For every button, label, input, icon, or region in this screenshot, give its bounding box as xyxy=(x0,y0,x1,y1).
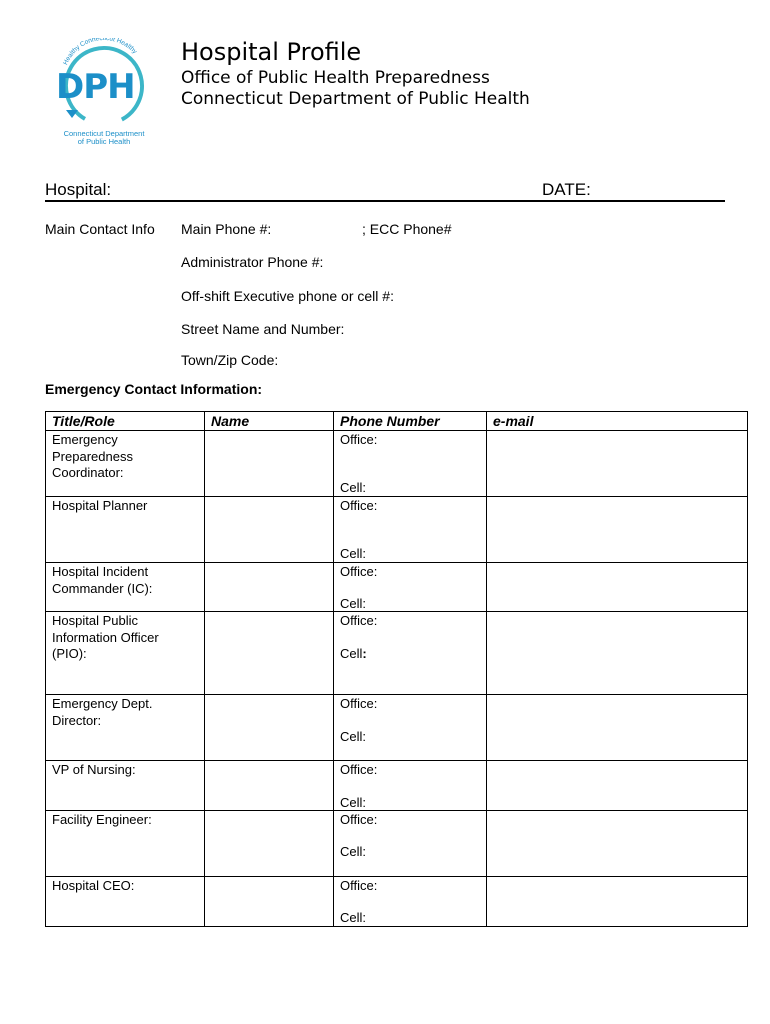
phone-cell[interactable] xyxy=(334,877,487,927)
logo-caption-line2: of Public Health xyxy=(77,137,131,146)
table-row xyxy=(46,811,748,877)
role-text: Commander (IC): xyxy=(52,580,153,596)
column-header-email: e-mail xyxy=(487,412,748,431)
name-cell[interactable] xyxy=(205,431,334,497)
role-cell xyxy=(46,563,205,612)
cell-phone-label: Cell: xyxy=(340,480,367,495)
role-text: (PIO): xyxy=(52,646,87,661)
table-row xyxy=(46,497,748,563)
phone-cell[interactable] xyxy=(334,497,487,563)
emergency-contact-table xyxy=(45,411,748,927)
table-row xyxy=(46,877,748,927)
role-text: Hospital CEO: xyxy=(52,878,135,893)
name-cell[interactable] xyxy=(205,811,334,877)
role-text: Hospital Planner xyxy=(52,498,148,513)
name-cell[interactable] xyxy=(205,612,334,695)
cell-phone-label: Cell: xyxy=(340,646,367,661)
phone-cell[interactable] xyxy=(334,761,487,811)
role-text: Emergency xyxy=(52,432,118,447)
office-phone-label: Office: xyxy=(340,696,378,711)
name-cell[interactable] xyxy=(205,563,334,612)
department-name: Connecticut Department of Public Health xyxy=(181,89,530,109)
office-phone-label: Office: xyxy=(340,762,378,777)
dph-logo-graphic xyxy=(52,38,156,150)
cell-phone-text: Cell xyxy=(340,646,363,661)
office-phone-label: Office: xyxy=(340,432,378,447)
admin-phone-label: Administrator Phone #: xyxy=(181,254,324,270)
office-phone-label: Office: xyxy=(340,812,378,827)
street-label: Street Name and Number: xyxy=(181,321,345,337)
cell-phone-label: Cell: xyxy=(340,795,367,810)
logo-ring-text: Healthy Connecticut Healthy xyxy=(62,38,139,67)
phone-cell[interactable] xyxy=(334,811,487,877)
office-phone-label: Office: xyxy=(340,613,378,628)
emergency-contact-heading: Emergency Contact Information: xyxy=(45,381,263,397)
email-cell[interactable] xyxy=(487,695,748,761)
hospital-label: Hospital: xyxy=(45,180,112,199)
town-zip-label: Town/Zip Code: xyxy=(181,352,279,368)
table-row xyxy=(46,563,748,612)
role-cell xyxy=(46,877,205,927)
dph-logo xyxy=(52,38,156,150)
logo-letters: DPH xyxy=(56,67,135,107)
email-cell[interactable] xyxy=(487,563,748,612)
table-row xyxy=(46,612,748,695)
role-cell xyxy=(46,695,205,761)
role-cell xyxy=(46,497,205,563)
email-cell[interactable] xyxy=(487,811,748,877)
role-text: Director: xyxy=(52,712,102,728)
cell-phone-label: Cell: xyxy=(340,910,367,925)
column-header-title-role: Title/Role xyxy=(46,412,205,431)
main-contact-label: Main Contact Info xyxy=(45,221,155,237)
role-cell xyxy=(46,612,205,695)
date-label: DATE: xyxy=(542,180,591,199)
email-cell[interactable] xyxy=(487,761,748,811)
office-phone-label: Office: xyxy=(340,878,378,893)
phone-cell[interactable] xyxy=(334,563,487,612)
cell-phone-label: Cell: xyxy=(340,729,367,744)
column-header-phone: Phone Number xyxy=(334,412,487,431)
offshift-phone-label: Off-shift Executive phone or cell #: xyxy=(181,288,394,304)
hospital-underline xyxy=(45,200,725,202)
ecc-phone-label: ; ECC Phone# xyxy=(362,221,452,237)
role-cell xyxy=(46,761,205,811)
role-cell xyxy=(46,431,205,497)
page-title: Hospital Profile xyxy=(181,38,362,66)
email-cell[interactable] xyxy=(487,497,748,563)
role-cell xyxy=(46,811,205,877)
office-name: Office of Public Health Preparedness xyxy=(181,68,490,88)
email-cell[interactable] xyxy=(487,877,748,927)
role-text: VP of Nursing: xyxy=(52,762,136,777)
cell-phone-label: Cell: xyxy=(340,596,367,611)
name-cell[interactable] xyxy=(205,877,334,927)
main-phone-label: Main Phone #: xyxy=(181,221,272,237)
phone-cell[interactable] xyxy=(334,695,487,761)
role-text: Coordinator: xyxy=(52,465,124,480)
email-cell[interactable] xyxy=(487,431,748,497)
office-phone-label: Office: xyxy=(340,498,378,513)
table-row xyxy=(46,695,748,761)
role-text: Hospital Incident xyxy=(52,564,149,579)
phone-cell[interactable] xyxy=(334,612,487,695)
logo-caption-line1: Connecticut Department xyxy=(63,129,145,138)
role-text: Hospital Public xyxy=(52,613,138,628)
office-phone-label: Office: xyxy=(340,564,378,579)
table-row xyxy=(46,431,748,497)
phone-cell[interactable] xyxy=(334,431,487,497)
role-text: Preparedness xyxy=(52,448,133,464)
table-row xyxy=(46,761,748,811)
name-cell[interactable] xyxy=(205,695,334,761)
column-header-name: Name xyxy=(205,412,334,431)
role-text: Information Officer xyxy=(52,629,159,645)
name-cell[interactable] xyxy=(205,761,334,811)
name-cell[interactable] xyxy=(205,497,334,563)
role-text: Facility Engineer: xyxy=(52,812,152,827)
email-cell[interactable] xyxy=(487,612,748,695)
cell-phone-label: Cell: xyxy=(340,546,367,561)
role-text: Emergency Dept. xyxy=(52,696,153,711)
table-header-row xyxy=(46,412,748,431)
cell-phone-label: Cell: xyxy=(340,844,367,859)
